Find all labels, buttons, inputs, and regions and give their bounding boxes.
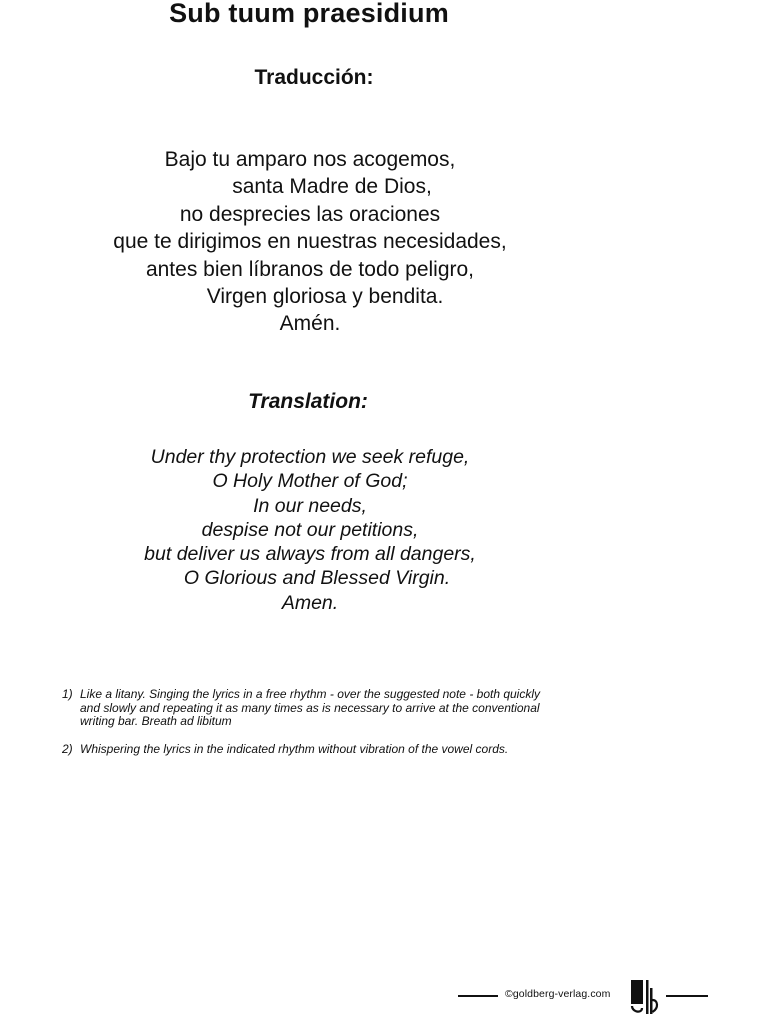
spanish-line: Virgen gloriosa y bendita.: [206, 285, 444, 309]
spanish-line: Amén.: [279, 312, 341, 336]
footnote-number: 1): [62, 687, 73, 701]
footnote-text: Whispering the lyrics in the indicated rhythm without vibration of the vowel cords.: [80, 741, 509, 756]
footer-rule-right: [666, 995, 708, 997]
spanish-line: antes bien líbranos de todo peligro,: [145, 257, 475, 281]
footnotes: [62, 688, 562, 770]
footnote-text: Like a litany. Singing the lyrics in a free rhythm - over the suggested note - both quickly and slowly and repeating it as many times as is necessary to arrive at the conventional writing bar. Breath ad libitum: [80, 687, 541, 728]
footnote: [62, 743, 562, 757]
footnote-number: 2): [62, 741, 73, 756]
spanish-line: santa Madre de Dios,: [232, 175, 432, 199]
english-line: In our needs,: [253, 494, 367, 517]
spanish-heading: Traducción:: [254, 66, 374, 89]
english-line: O Glorious and Blessed Virgin.: [183, 567, 451, 590]
spanish-line: que te dirigimos en nuestras necesidades,: [113, 230, 507, 254]
copyright-text: ©goldberg-verlag.com: [505, 988, 611, 1000]
spanish-line: no desprecies las oraciones: [179, 202, 441, 226]
spanish-line: Bajo tu amparo nos acogemos,: [164, 148, 456, 171]
english-line: Under thy protection we seek refuge,: [150, 446, 470, 468]
english-line: despise not our petitions,: [201, 518, 419, 541]
english-line: O Holy Mother of God;: [212, 470, 408, 493]
english-heading: Translation:: [248, 390, 368, 413]
page-footer: [458, 976, 710, 1016]
page-title: Sub tuum praesidium: [169, 0, 449, 28]
english-line: but deliver us always from all dangers,: [144, 543, 476, 566]
goldberg-logo-icon: [628, 978, 660, 1016]
footer-rule-left: [458, 995, 498, 997]
footnote: [62, 688, 562, 729]
spanish-translation: [40, 146, 580, 338]
english-line: Amen.: [281, 591, 339, 614]
english-translation: [60, 445, 560, 615]
